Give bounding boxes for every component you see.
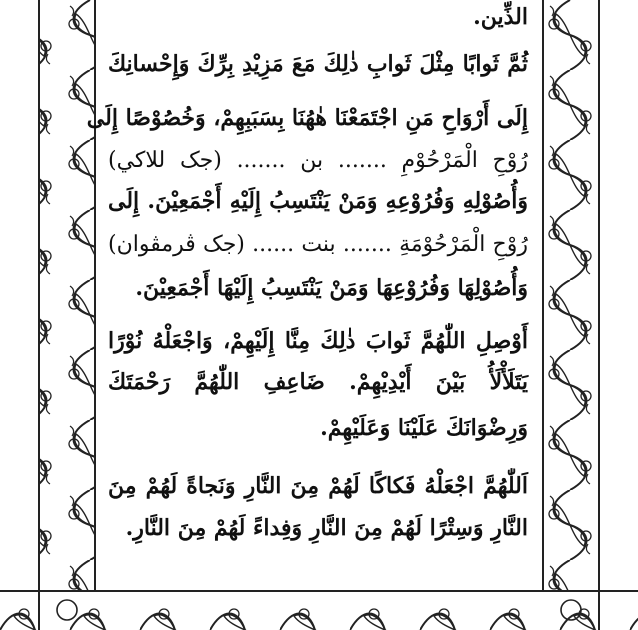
text-line-10: وَرِضْوَانَكَ عَلَيْنَا وَعَلَيْهِمْ. xyxy=(320,415,528,441)
text-line-1: الذِّين. xyxy=(473,4,528,30)
text-line-3: إِلَى أَرْوَاحِ مَنِ اجْتَمَعْنَا هٰهُنَا بِسَبَبِهِمْ، وَخُصُوْصًا إِلَى xyxy=(86,105,528,131)
text-line-11: اَللّٰهُمَّ اجْعَلْهُ فَكاكًا لَهُمْ مِنَ النَّارِ وَنَجاةً لَهُمْ مِنَ xyxy=(108,473,528,499)
arabic-text-block xyxy=(86,0,528,600)
text-line-6: رُوْحِ الْمَرْحُوْمَةِ ....... بنت ...... (جک ڤرمڤوان) xyxy=(108,232,528,257)
text-line-9: يَتَلَأْلَأُ بَيْنَ أَيْدِيْهِمْ. ضَاعِفِ اللّٰهُمَّ رَحْمَتَكَ xyxy=(108,369,528,395)
text-line-2: ثُمَّ ثَوابًا مِثْلَ ثَوابِ ذٰلِكَ مَعَ مَزِيْدِ بِرِّكَ وَإِحْسانِكَ xyxy=(108,51,528,77)
text-line-4: رُوْحِ الْمَرْحُوْمِ ....... بن ....... (جک للاکي) xyxy=(108,148,528,173)
text-line-8: أَوْصِلِ اللّٰهُمَّ ثَوابَ ذٰلِكَ مِنَّا إِلَيْهِمْ، وَاجْعَلْهُ نُوْرًا xyxy=(108,328,528,354)
text-line-7: وَأُصُوْلِهَا وَفُرُوْعِهَا وَمَنْ يَنْتَسِبُ إِلَيْهَا أَجْمَعِيْنَ. xyxy=(135,275,528,301)
text-line-12: النَّارِ وَسِتْرًا لَهُمْ مِنَ النَّارِ وَفِداءً لَهُمْ مِنَ النَّارِ. xyxy=(125,515,528,541)
text-line-5: وَأُصُوْلِهِ وَفُرُوْعِهِ وَمَنْ يَنْتَسِبُ إِلَيْهِ أَجْمَعِيْنَ. إِلَى xyxy=(108,188,528,214)
